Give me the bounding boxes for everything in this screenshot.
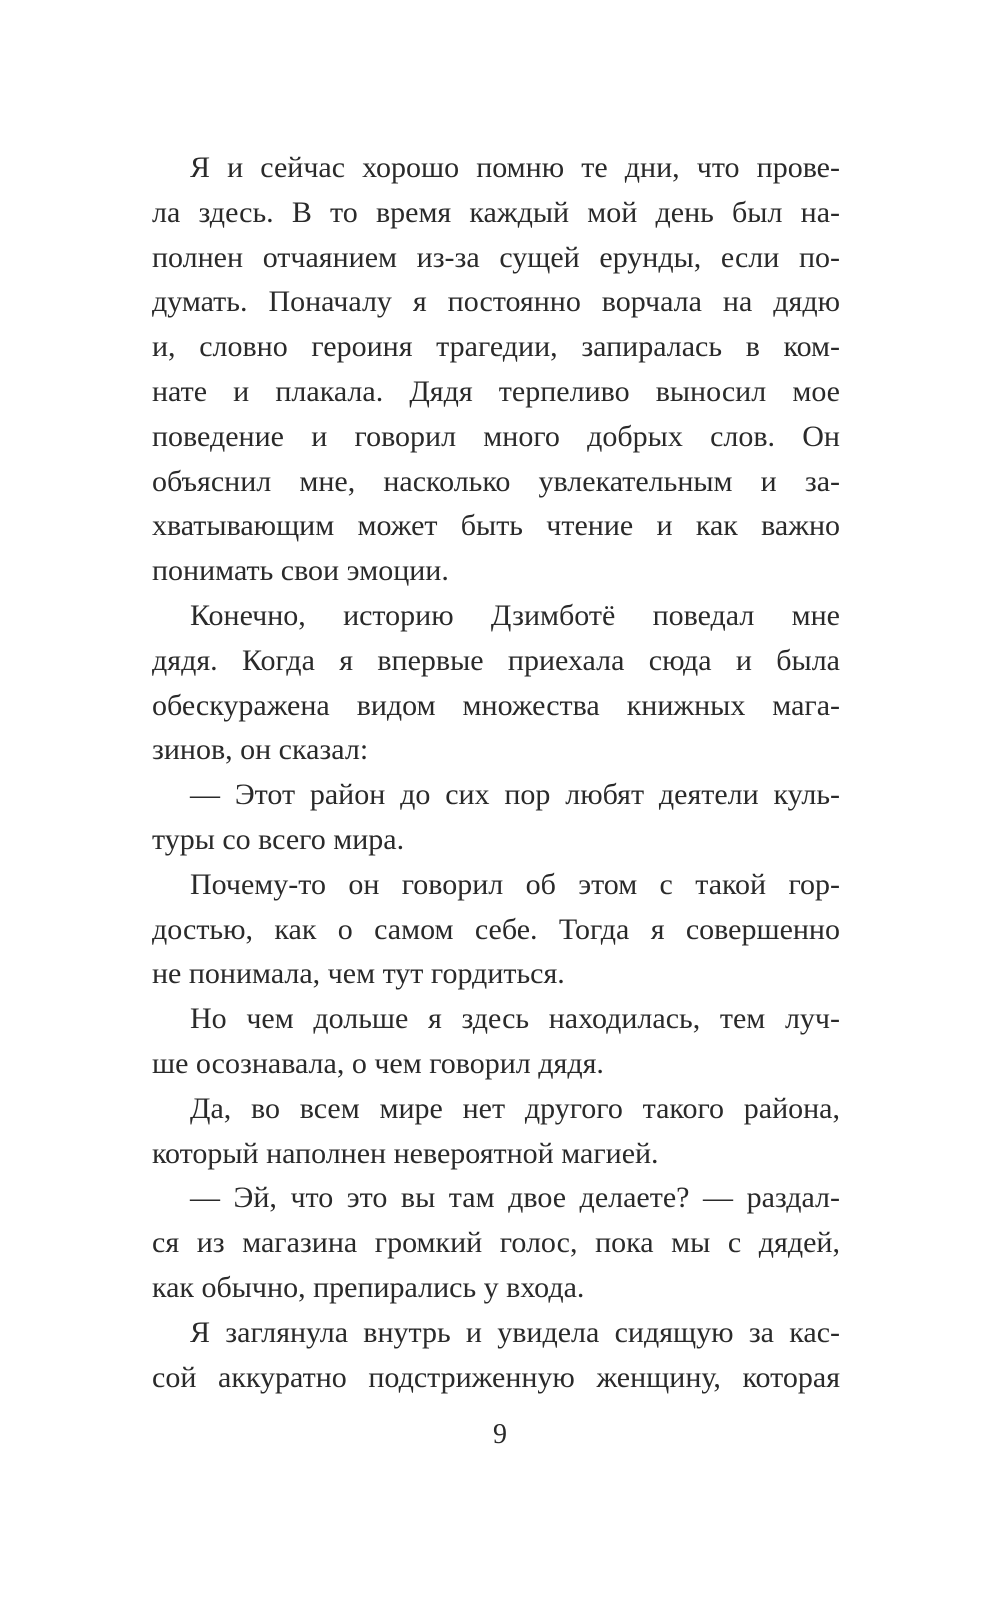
text-line: обескуражена видом множества книжных мага- <box>152 688 840 722</box>
text-line: понимать свои эмоции. <box>152 554 449 588</box>
text-line: Конечно, историю Дзимботё поведал мне <box>190 598 840 632</box>
text-line: сой аккуратно подстриженную женщину, которая <box>152 1360 840 1394</box>
text-line: Да, во всем мире нет другого такого района, <box>190 1091 840 1125</box>
text-line: ся из магазина громкий голос, пока мы с дядей, <box>152 1226 840 1260</box>
text-line: Почему-то он говорил об этом с такой гор- <box>190 867 840 901</box>
page-number: 9 <box>493 1419 507 1450</box>
text-line: — Эй, что это вы там двое делаете? — раздал- <box>190 1181 840 1215</box>
text-line: Я и сейчас хорошо помню те дни, что прове- <box>190 151 840 184</box>
text-line: объяснил мне, насколько увлекательным и за- <box>152 464 840 498</box>
text-line: Но чем дольше я здесь находилась, тем луч- <box>190 1002 840 1036</box>
text-line: Я заглянула внутрь и увидела сидящую за кас- <box>190 1315 840 1349</box>
text-line: как обычно, препирались у входа. <box>152 1270 585 1304</box>
text-line: дядя. Когда я впервые приехала сюда и была <box>152 643 840 677</box>
text-line: ла здесь. В то время каждый мой день был на- <box>152 195 840 229</box>
text-line: который наполнен невероятной магией. <box>152 1136 659 1170</box>
text-line: достью, как о самом себе. Тогда я совершенно <box>152 912 840 946</box>
text-line: не понимала, чем тут гордиться. <box>152 957 565 991</box>
text-line: и, словно героиня трагедии, запиралась в ком- <box>152 330 840 364</box>
text-line: думать. Поначалу я постоянно ворчала на дядю <box>152 285 840 319</box>
text-line: зинов, он сказал: <box>152 733 369 767</box>
text-line: поведение и говорил много добрых слов. Он <box>152 419 840 453</box>
text-line: нате и плакала. Дядя терпеливо выносил мое <box>152 374 840 408</box>
text-line: полнен отчаянием из-за сущей ерунды, если по- <box>152 240 840 274</box>
text-line: хватывающим может быть чтение и как важно <box>152 509 840 543</box>
text-line: туры со всего мира. <box>152 822 405 856</box>
text-line: ше осознавала, о чем говорил дядя. <box>152 1046 604 1080</box>
body-text <box>152 146 840 1400</box>
text-line: — Этот район до сих пор любят деятели куль- <box>190 778 840 812</box>
